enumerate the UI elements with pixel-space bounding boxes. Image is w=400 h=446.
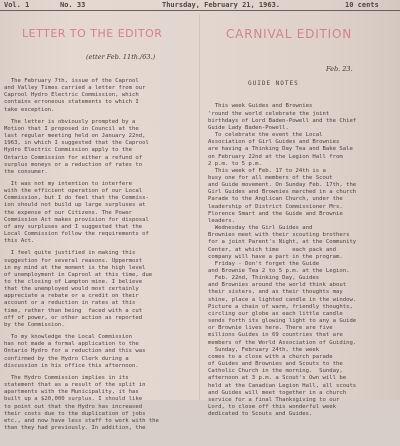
letter-line: Commission, but I do feel that the Commiss- [4, 195, 149, 202]
column-divider [199, 14, 200, 400]
guide-line: Sunday, February 24th, the week [208, 346, 320, 353]
guide-line: are having a Thinking Day Tea and Bake Sale [208, 146, 353, 153]
letter-line: the expense of our Citizens. The Power [4, 209, 132, 216]
right-column [208, 14, 398, 433]
letter-line: suggestion for several reasons. Uppermost [4, 257, 143, 264]
letter-line: I feel quite justified in making this [4, 250, 136, 257]
issue-date: Thursday, February 21, 1963. [162, 1, 281, 9]
letter-line: The letter is obviously prompted by a [4, 118, 136, 125]
guide-notes-body [208, 103, 398, 418]
guide-line: Guide Lady Baden-Powell. [208, 124, 289, 131]
letter-line: Commission Act makes provision for disposal [4, 216, 149, 223]
guide-line: This week of Feb. 17 to 24th is a [208, 167, 326, 174]
guide-line: members of the World Association of Guiding. [208, 339, 357, 346]
letter-line: and Valley Times carried a letter from our [4, 85, 146, 92]
guide-line: Friday - Don't forget the Guide [208, 260, 320, 267]
letter-line: of any surpluses and I suggested that the [4, 223, 143, 230]
guide-line: service for a final Thanksgiving to our [208, 396, 340, 403]
guide-line: Lord, to close off this wonderful week [208, 403, 336, 410]
letter-line: discussion in his office this afternoon. [4, 362, 139, 369]
letter-line: off of power, or other action as reported [4, 314, 143, 321]
guide-line: Wednesday the Girl Guides and [208, 225, 313, 232]
guide-line: and Brownies around the world think about [208, 282, 347, 289]
guide-line: shine, place a lighted candle in the window. [208, 296, 357, 303]
guide-line: birthdays of Lord Baden-Powell and the Chief [208, 117, 357, 124]
letter-line: ion should not build up large surpluses at [4, 202, 146, 209]
handwritten-date-note: (etter Feb. 11th./63.) [86, 52, 156, 61]
letter-line: etc., and now have less staff to work with the [4, 417, 159, 424]
title-gap [208, 56, 398, 73]
guide-line: To celebrate the event the Local [208, 132, 323, 139]
letter-line: statement that as a result of the split in [4, 382, 146, 389]
letter-line: Ontario Commission for either a refund of [4, 154, 143, 161]
letter-line: last regular meeting held on January 22nd, [4, 133, 146, 140]
letter-line: in my mind at the moment is the high level [4, 264, 146, 271]
letter-line: appreciate a rebate or a credit on their [4, 293, 139, 300]
guide-line: and Guides will meet together in a church [208, 389, 347, 396]
letter-line: their costs due to the duplication of jobs [4, 410, 146, 417]
guide-line: leaders. [208, 217, 235, 224]
letter-line: by the Commission. [4, 321, 65, 328]
guide-line: and Guide movement. On Sunday Feb. 17th, the [208, 182, 357, 189]
guide-line: held at the Canadian Legion Hall, all scouts [208, 382, 357, 389]
letter-line: time, rather than being faced with a cut [4, 307, 143, 314]
letter-line: than they had previously. In addition, the [4, 424, 146, 431]
letter-line: this Act. [4, 238, 35, 245]
letter-line: Hydro Electric Commission apply to the [4, 147, 132, 154]
letter-line: has not made a formal application to the [4, 341, 139, 348]
letter-line: to point out that the Hydro has increased [4, 403, 143, 410]
left-column [4, 14, 192, 446]
letter-title: LETTER TO THE EDITOR [22, 27, 163, 41]
letter-line: It was not my intention to interfere [4, 180, 132, 187]
masthead [0, 0, 400, 11]
guide-line: afternoon at 3 p.m. a Scout's Own will be [208, 375, 347, 382]
guide-line: This week Guides and Brownies [208, 103, 313, 110]
guide-line: Brownies meet with their scouting brothers [208, 232, 350, 239]
guide-line: comes to a close with a church parade [208, 353, 333, 360]
letter-line: with the efficient operation of our Local [4, 188, 143, 195]
letter-line: of unemployment in Caprool at this time, due [4, 271, 153, 278]
letter-line: account or a reduction in rates at this [4, 300, 136, 307]
letter-line: Ontario Hydro for a reduction and this was [4, 348, 146, 355]
guide-line: Picture a chain of warm, friendly thoughts, [208, 303, 353, 310]
carnival-title: CARNIVAL EDITION [226, 27, 353, 42]
guide-line: Catholic Church in the morning. Sunday, [208, 368, 343, 375]
guide-line: on February 22nd at the Legion Hall from [208, 153, 343, 160]
guide-line: of Guides and Brownies and Scouts to the [208, 361, 343, 368]
letter-line: 1963, in which I suggested that the Caprool [4, 140, 149, 147]
guide-line: Florence Smart and the Guide and Brownie [208, 210, 343, 217]
guide-line: 2 p.m. to 5 p.m. [208, 160, 262, 167]
letter-line: take exception. [4, 106, 55, 113]
letter-line: surplus moneys or a reduction of rates to [4, 161, 143, 168]
guide-line: Association of Girl Guides and Brownies [208, 139, 340, 146]
letter-line: to the closing of Lampton mine. I believe [4, 279, 143, 285]
guide-line: dedicated to Scouts and Guides. [208, 411, 313, 418]
guide-line: company will have a part in the program. [208, 253, 343, 260]
letter-line: contains erroneous statements to which I [4, 99, 139, 106]
guide-line: Center, at which time each pack and [208, 246, 336, 253]
guide-line: or Brownie lives here. There are five [208, 325, 333, 332]
letter-line: The February 7th, issue of the Caprool [4, 77, 139, 84]
guide-line: sends forth its glowing light to any a Guide [208, 318, 357, 325]
letter-line: Local Commission follow the requirements of [4, 231, 149, 238]
letter-line: built up a $20,000 surplus. I should like [4, 396, 143, 403]
letter-line: apartments with the Municipality, it has [4, 389, 139, 396]
letter-line: the consumer. [4, 168, 48, 175]
guide-line: busy one for all members of the Scout [208, 174, 333, 181]
letter-line: The Hydro Commission implies in its [4, 374, 129, 381]
letter-line: To my knowledge the Local Commission [4, 334, 132, 341]
letter-line: confirmed by the Hydro Clerk during a [4, 355, 129, 362]
guide-line: for a joint Parent's Night, at the Community [208, 239, 357, 246]
handwritten-date-annotation: Feb. 23. [326, 64, 353, 73]
guide-line: millions Guides in 69 countries that are [208, 332, 343, 339]
guide-line: their sisters, and as their thoughts may [208, 289, 343, 296]
letter-line: that the unemployed would most certainly [4, 286, 139, 293]
handwritten-note-row [4, 52, 192, 64]
price-label: 10 cents [345, 1, 379, 9]
letter-line: Motion that I proposed in Council at the [4, 125, 139, 132]
letter-line: Caprool Hydro Electric Commission, which [4, 92, 139, 99]
guide-line: Girl Guides and Brownies marched in a church [208, 189, 357, 196]
guide-line: leadership of District Commissioner Mrs. [208, 203, 343, 210]
volume-label: Vol. 1 [4, 1, 30, 9]
guide-line: circling our globe as each little candle [208, 310, 343, 317]
issue-number: No. 33 [60, 1, 86, 9]
letter-body [4, 78, 192, 432]
guide-line: Parade to the Anglican Church, under the [208, 196, 343, 203]
guide-line: and Brownie Tea 2 to 5 p.m. at the Legion. [208, 268, 350, 274]
guide-line: 'round the world celebrate the joint [208, 110, 330, 117]
guide-notes-heading: GUIDE NOTES [248, 79, 299, 87]
guide-line: Feb. 22nd, Thinking Day, Guides [208, 275, 320, 282]
